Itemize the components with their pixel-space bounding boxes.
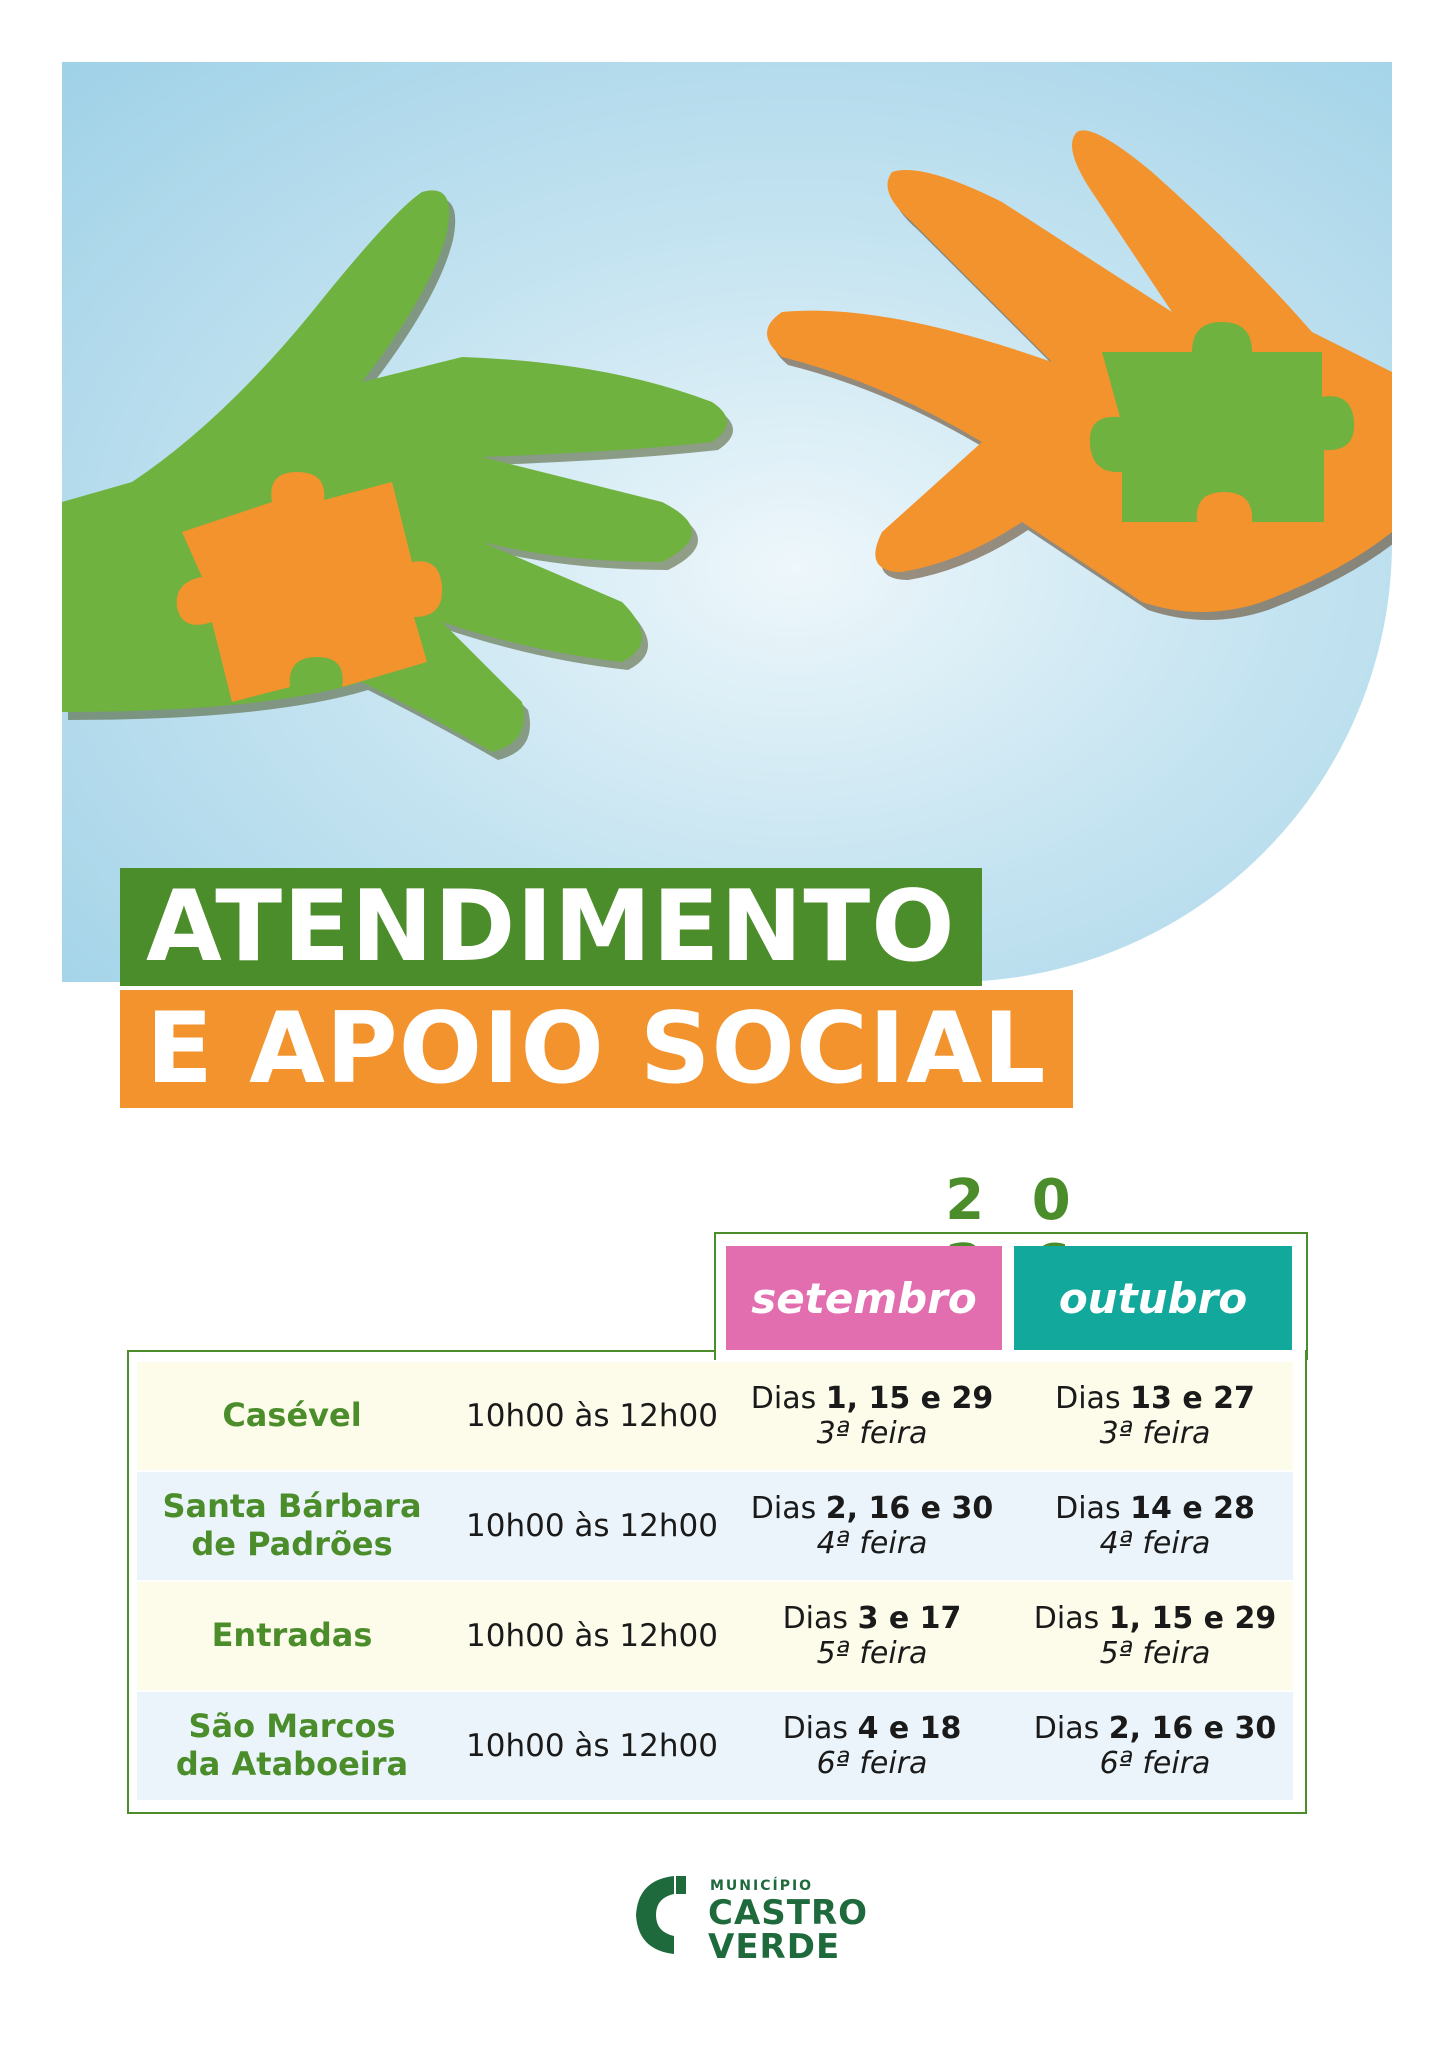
- days-prefix: Dias: [750, 1380, 817, 1416]
- time-cell: [447, 1362, 737, 1470]
- time-cell: [447, 1582, 737, 1690]
- october-cell: [1017, 1582, 1293, 1690]
- time-range: 10h00 às 12h00: [466, 1727, 718, 1764]
- castro-verde-c-icon: [630, 1870, 690, 1960]
- october-cell: [1017, 1472, 1293, 1580]
- hands-puzzle-illustration: [62, 62, 1392, 982]
- weekday: 6ª feira: [1099, 1746, 1211, 1781]
- weekday: 5ª feira: [1099, 1636, 1211, 1671]
- time-cell: [447, 1692, 737, 1800]
- hero-illustration: [62, 62, 1392, 982]
- castro-verde-logo: [630, 1866, 890, 1976]
- place-cell: [137, 1362, 447, 1470]
- september-cell: [737, 1472, 1007, 1580]
- logo-municipio-label: MUNICÍPIO: [710, 1878, 814, 1894]
- days-list: 1, 15 e 29: [825, 1380, 994, 1416]
- place-cell: [137, 1472, 447, 1580]
- october-cell: [1017, 1692, 1293, 1800]
- time-range: 10h00 às 12h00: [466, 1507, 718, 1544]
- days-prefix: Dias: [1033, 1710, 1100, 1746]
- place-name-line2: da Ataboeira: [175, 1745, 409, 1783]
- time-range: 10h00 às 12h00: [466, 1617, 718, 1654]
- days-list: 14 e 28: [1130, 1490, 1255, 1526]
- days-list: 3 e 17: [857, 1600, 962, 1636]
- title-line-1: ATENDIMENTO: [120, 868, 982, 986]
- schedule-table-top-border: [127, 1350, 715, 1352]
- september-cell: [737, 1582, 1007, 1690]
- weekday: 3ª feira: [1099, 1416, 1211, 1451]
- time-cell: [447, 1472, 737, 1580]
- days-list: 2, 16 e 30: [825, 1490, 994, 1526]
- weekday: 6ª feira: [816, 1746, 928, 1781]
- days-list: 13 e 27: [1130, 1380, 1255, 1416]
- table-row: [137, 1692, 1293, 1800]
- title-line-2: E APOIO SOCIAL: [120, 990, 1073, 1108]
- place-name: São Marcos: [188, 1707, 396, 1746]
- place-name-line2: de Padrões: [191, 1525, 393, 1563]
- month-header-october: outubro: [1014, 1246, 1292, 1350]
- weekday: 3ª feira: [816, 1416, 928, 1451]
- days-prefix: Dias: [782, 1710, 849, 1746]
- september-cell: [737, 1362, 1007, 1470]
- place-name: Santa Bárbara: [162, 1487, 422, 1526]
- logo-castro-label: CASTRO: [708, 1893, 869, 1933]
- days-prefix: Dias: [750, 1490, 817, 1526]
- month-header-september: setembro: [726, 1246, 1002, 1350]
- time-range: 10h00 às 12h00: [466, 1397, 718, 1434]
- days-list: 1, 15 e 29: [1108, 1600, 1277, 1636]
- days-prefix: Dias: [1033, 1600, 1100, 1636]
- weekday: 5ª feira: [816, 1636, 928, 1671]
- orange-hand-icon: [767, 130, 1392, 620]
- place-cell: [137, 1692, 447, 1800]
- green-hand-icon: [62, 190, 733, 760]
- days-prefix: Dias: [1055, 1490, 1121, 1526]
- table-row: [137, 1472, 1293, 1580]
- place-name: Entradas: [211, 1616, 373, 1655]
- year-heading: 2 0: [945, 1168, 1085, 1233]
- logo-verde-label: VERDE: [708, 1927, 841, 1967]
- place-name: Casével: [222, 1396, 362, 1435]
- table-row: [137, 1362, 1293, 1470]
- weekday: 4ª feira: [1099, 1526, 1211, 1561]
- september-cell: [737, 1692, 1007, 1800]
- weekday: 4ª feira: [816, 1526, 928, 1561]
- days-list: 4 e 18: [857, 1710, 962, 1746]
- days-list: 2, 16 e 30: [1108, 1710, 1277, 1746]
- place-cell: [137, 1582, 447, 1690]
- table-row: [137, 1582, 1293, 1690]
- days-prefix: Dias: [1055, 1380, 1121, 1416]
- days-prefix: Dias: [782, 1600, 849, 1636]
- october-cell: [1017, 1362, 1293, 1470]
